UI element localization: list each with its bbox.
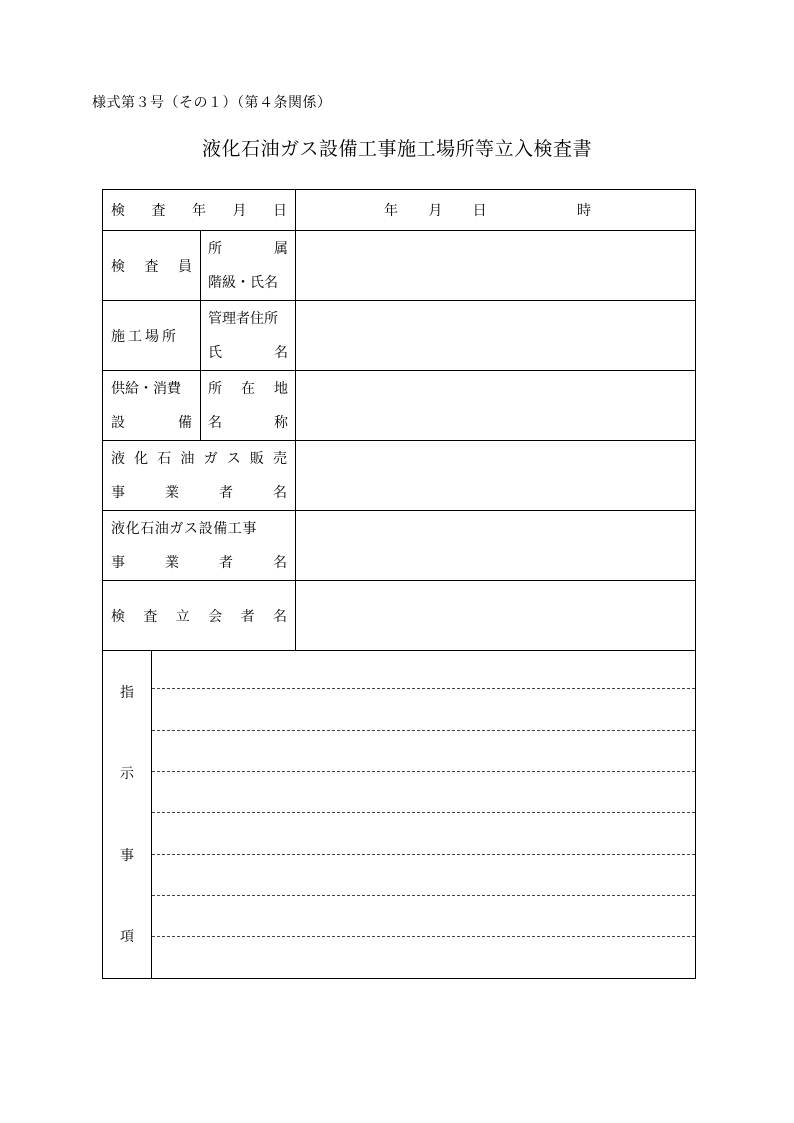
month-label: 月 [428,203,443,219]
row-construction-site [103,301,696,371]
row-witness [103,581,696,651]
dashed-line [152,812,695,813]
dashed-line [152,895,695,896]
row-inspector [103,231,696,301]
instructions-field[interactable] [152,651,696,979]
dashed-line [152,771,695,772]
construction-site-field[interactable] [296,301,696,371]
document-title: 液化石油ガス設備工事施工場所等立入検査書 [201,138,592,160]
dashed-line [152,854,695,855]
works-operator-label: 液化石油ガス設備工事 事 業 者 名 [103,511,296,581]
instruction-lines [152,651,695,977]
row-works-operator [103,511,696,581]
dashed-line [152,936,695,937]
construction-site-sub-labels: 管理者住所 氏 名 [201,301,296,371]
instructions-label: 指 示 事 項 [103,651,152,979]
row-inspection-date [103,190,696,231]
year-label: 年 [384,203,398,219]
day-label: 日 [472,203,487,219]
dashed-line [152,730,695,731]
row-sales-operator [103,441,696,511]
witness-label: 検 査 立 会 者 名 [103,581,296,651]
hour-label: 時 [576,203,591,219]
sales-operator-label: 液 化 石 油 ガ ス 販 売 事 業 者 名 [103,441,296,511]
works-operator-field[interactable] [296,511,696,581]
dashed-line [152,688,695,689]
inspector-field[interactable] [296,231,696,301]
witness-field[interactable] [296,581,696,651]
inspection-date-field[interactable] [296,190,696,231]
row-instructions [103,651,696,979]
row-equipment [103,371,696,441]
inspector-sub-labels: 所 属 階級・氏名 [201,231,296,301]
construction-site-label: 施工場所 [103,301,201,371]
equipment-label: 供給・消費 設 備 [103,371,201,441]
inspection-date-label: 検 査 年 月 日 [103,190,296,231]
inspector-label: 検 査 員 [103,231,201,301]
sales-operator-field[interactable] [296,441,696,511]
equipment-field[interactable] [296,371,696,441]
inspection-form-table [102,189,696,979]
form-number: 様式第３号（その１）（第４条関係） [92,95,332,111]
equipment-sub-labels: 所 在 地 名 称 [201,371,296,441]
